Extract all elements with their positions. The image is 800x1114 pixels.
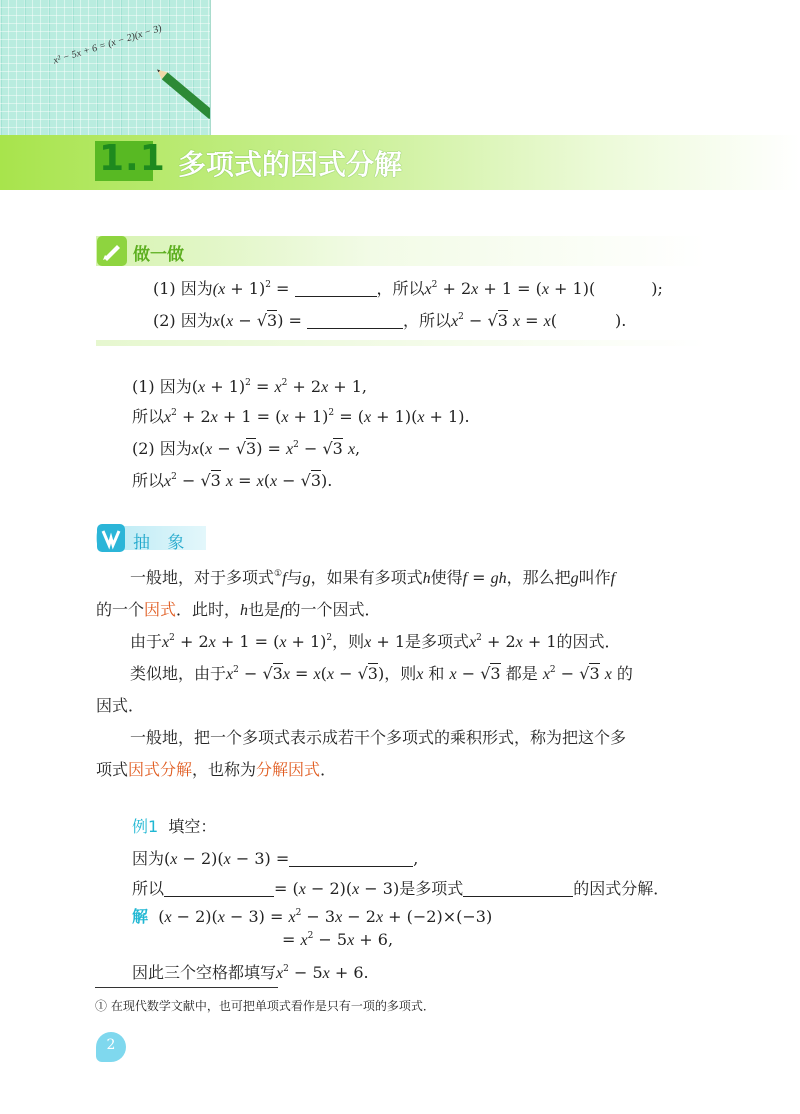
try-it-footer-bar: [96, 340, 706, 346]
solution-line-1: (1) 因为$(x + 1)^2 = x^2 + 2x + 1$,: [132, 377, 368, 396]
example-blank-2[interactable]: [164, 878, 274, 897]
abstract-paragraph-2: 由于$x^2 + 2x + 1 = (x + 1)^2$，则x + 1是多项式$x^2 + 2x + 1$的因式．: [130, 632, 621, 651]
abstract-paragraph-4-cont: 项式因式分解，也称为分解因式．: [96, 760, 337, 779]
solution-line-3: (2) 因为$x(x - √3) = x^2 - √3$ x,: [132, 439, 361, 458]
solution-line-2: 所以$x^2 + 2x + 1 = (x + 1)^2 = (x + 1)(x + 1)$.: [132, 407, 470, 426]
q2-label: (2): [153, 311, 176, 330]
solution-line-4: 所以$x^2 - √3$ x = x(x − √3).: [132, 471, 333, 490]
abstract-paragraph-4: 一般地，把一个多项式表示成若干个多项式的乘积形式，称为把这个多: [130, 728, 627, 747]
abstract-heading: 抽 象: [133, 533, 191, 553]
q1-label: (1): [153, 279, 176, 298]
example-blank-3[interactable]: [463, 878, 573, 897]
formula-image-text: x² − 5x + 6 = (x − 2)(x − 3): [52, 23, 164, 67]
q2-blank-1[interactable]: [307, 310, 403, 329]
abstract-paragraph-3: 类似地，由于$x^2 - √3x = x(x - √3)$，则x 和 x − √3 都是 $x^2 - √3$ x 的: [130, 664, 633, 683]
footnote-rule: [95, 987, 278, 988]
abstract-paragraph-3-cont: 因式．: [96, 696, 145, 715]
solution-label: 解: [132, 907, 149, 926]
page-number: 2: [106, 1037, 116, 1053]
try-it-heading: 做一做: [133, 245, 184, 265]
abstract-paragraph-1-cont: 的一个因式．此时，h也是f的一个因式．: [96, 600, 381, 619]
term-factorization: 因式分解: [128, 760, 193, 779]
try-it-question-1: (1) 因为$(x + 1)^2$ = ，所以$x^2 + 2x + 1 = (x + 1)$( );: [153, 279, 663, 298]
term-factoring: 分解因式: [256, 760, 321, 779]
term-factor: 因式: [144, 600, 177, 619]
example-solution-line-1: 解 $(x - 2)(x - 3) = x^2 - 3x - 2x + (-2)\times(-3)$: [132, 907, 493, 926]
q1-text: 因为: [180, 279, 213, 298]
try-it-question-2: (2) 因为x(x − √3) = ，所以$x^2 - √3$ x = x( ).: [153, 311, 627, 330]
try-it-header-bar: [96, 236, 706, 266]
pencil-icon: [0, 0, 210, 135]
example-conclusion: 因此三个空格都填写$x^2 - 5x + 6$.: [132, 963, 369, 982]
header-divider: [210, 0, 211, 135]
page-title: 多项式的因式分解: [178, 148, 403, 181]
example-1-prompt: 例1 填空：: [132, 817, 217, 836]
example-label: 例1: [132, 817, 159, 836]
example-solution-line-2: = $x^2 - 5x + 6$,: [282, 930, 394, 949]
q1-blank-1[interactable]: [295, 278, 377, 297]
grid-paper-illustration: [0, 0, 210, 135]
chapter-number: 1.1: [99, 138, 166, 179]
abstract-icon: [97, 524, 125, 552]
pencil-ruler-icon: [97, 236, 127, 266]
example-1-line-2: 所以 = (x − 2)(x − 3)是多项式 的因式分解．: [132, 879, 670, 898]
abstract-paragraph-1: 一般地，对于多项式①f与g，如果有多项式h使得f = gh，那么把g叫作f: [130, 568, 616, 587]
example-1-line-1: 因为(x − 2)(x − 3) = ,: [132, 849, 419, 868]
example-blank-1[interactable]: [289, 848, 413, 867]
footnote: ① 在现代数学文献中，也可把单项式看作是只有一项的多项式．: [95, 999, 435, 1013]
